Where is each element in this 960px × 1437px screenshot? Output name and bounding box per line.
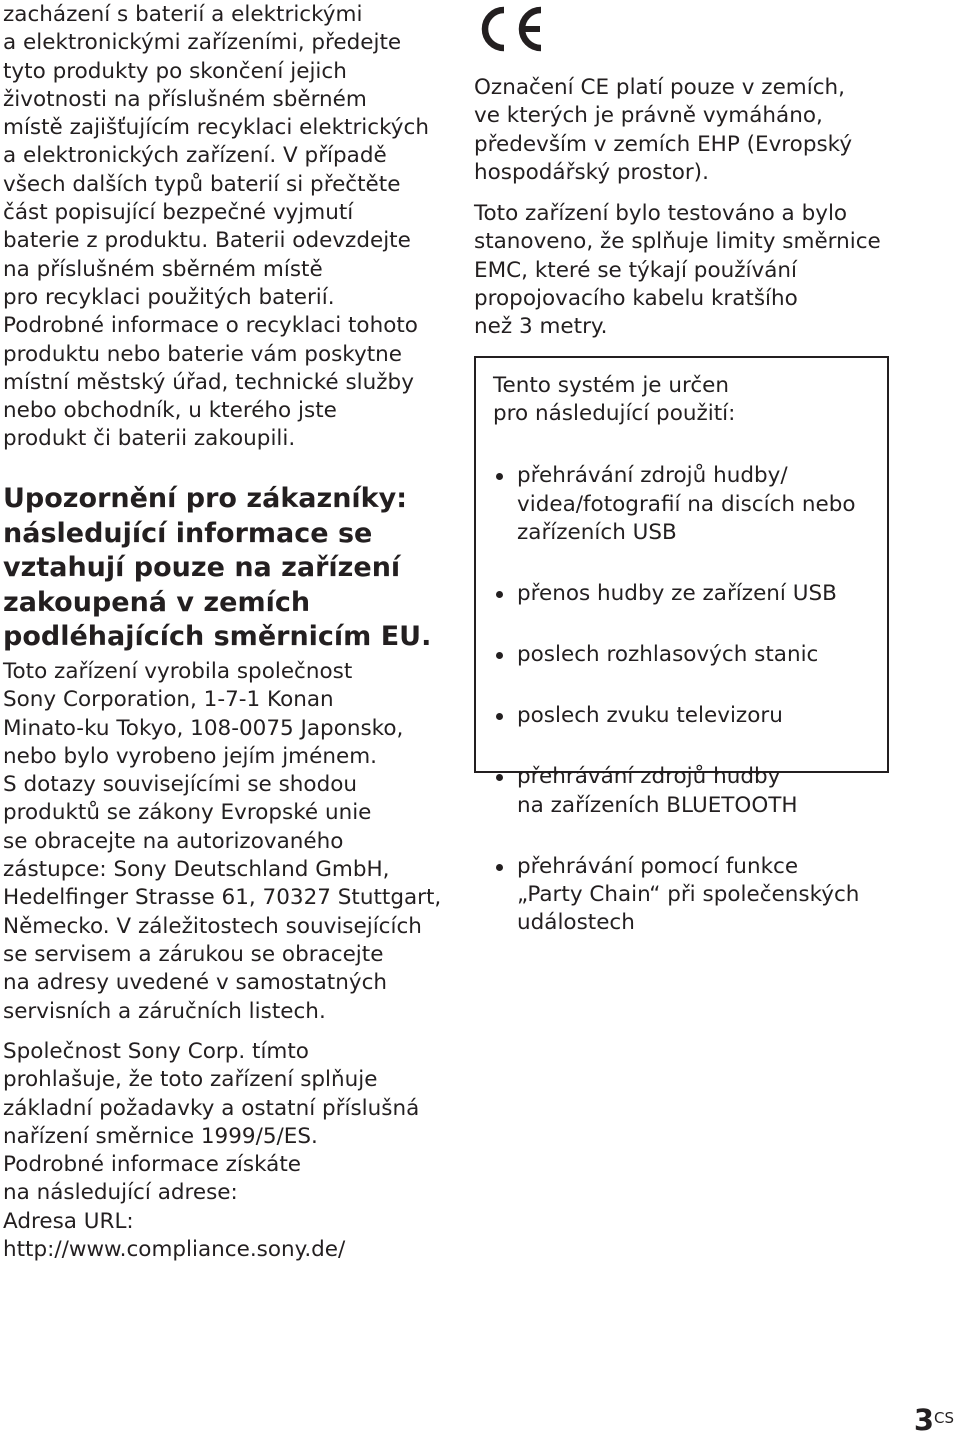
ce-mark-icon	[474, 4, 544, 54]
declaration-paragraph: Společnost Sony Corp. tímto prohlašuje, že toto zařízení splňuje základní požadavky a ostatní příslušná nařízení směrnice 1999/5/ES. Podrobné informace získáte na následující adrese: Adresa URL: http://www.compliance.sony.de/	[3, 1039, 420, 1263]
emc-test-paragraph: Toto zařízení bylo testováno a bylo stanoveno, že splňuje limity směrnice EMC, které se týkají používání propojovacího kabelu kratšího než 3 metry.	[474, 201, 881, 340]
battery-recycling-paragraph: zacházení s baterií a elektrickými a elektronickými zařízeními, předejte tyto produkty po skončení jejich životnosti na příslušném sběrném místě zajišťujícím recyklaci elektrických a elektronických zařízení. V případě všech dalších typů baterií si přečtěte část popisující bezpečné vyjmutí baterie z produktu. Baterii odevzdejte na příslušném sběrném místě pro recyklaci použitých baterií. Podrobné informace o recyklaci tohoto produktu nebo baterie vám poskytne místní městský úřad, technické služby nebo obchodník, u kterého jste produkt či baterii zakoupili.	[3, 2, 429, 452]
intended-use-box	[474, 356, 889, 936]
manufacturer-paragraph: Toto zařízení vyrobila společnost Sony Corporation, 1-7-1 Konan Minato-ku Tokyo, 108-0075 Japonsko, nebo bylo vyrobeno jejím jménem. S dotazy souvisejícími se shodou produktů se zákony Evropské unie se obracejte na autorizovaného zástupce: Sony Deutschland GmbH, Hedelfinger Strasse 61, 70327 Stuttgart, Německo. V záležitostech souvisejících se servisem a zárukou se obracejte na adresy uvedené v samostatných servisních a záručních listech.	[3, 659, 442, 1024]
page-language-code: CS	[934, 1409, 954, 1427]
page-number	[914, 1405, 954, 1435]
list-item: poslech zvuku televizoru	[493, 702, 883, 730]
eu-customer-notice-heading: Upozornění pro zákazníky: následující informace se vztahují pouze na zařízení zakoupená v zemích podléhajících směrnicím EU.	[3, 483, 432, 652]
ce-marking-paragraph: Označení CE platí pouze v zemích, ve kterých je právně vymáháno, především v zemích EHP (Evropský hospodářský prostor).	[474, 75, 853, 185]
list-item: přehrávání pomocí funkce „Party Chain“ při společenských událostech	[493, 853, 883, 938]
intended-use-intro: Tento systém je určen pro následující použití:	[493, 373, 736, 427]
intended-use-list	[493, 434, 883, 970]
page-number-value: 3	[913, 1403, 934, 1437]
list-item: poslech rozhlasových stanic	[493, 641, 883, 669]
list-item: přenos hudby ze zařízení USB	[493, 580, 883, 608]
list-item: přehrávání zdrojů hudby na zařízeních BLUETOOTH	[493, 763, 883, 820]
list-item: přehrávání zdrojů hudby/ videa/fotografií na discích nebo zařízeních USB	[493, 462, 883, 547]
